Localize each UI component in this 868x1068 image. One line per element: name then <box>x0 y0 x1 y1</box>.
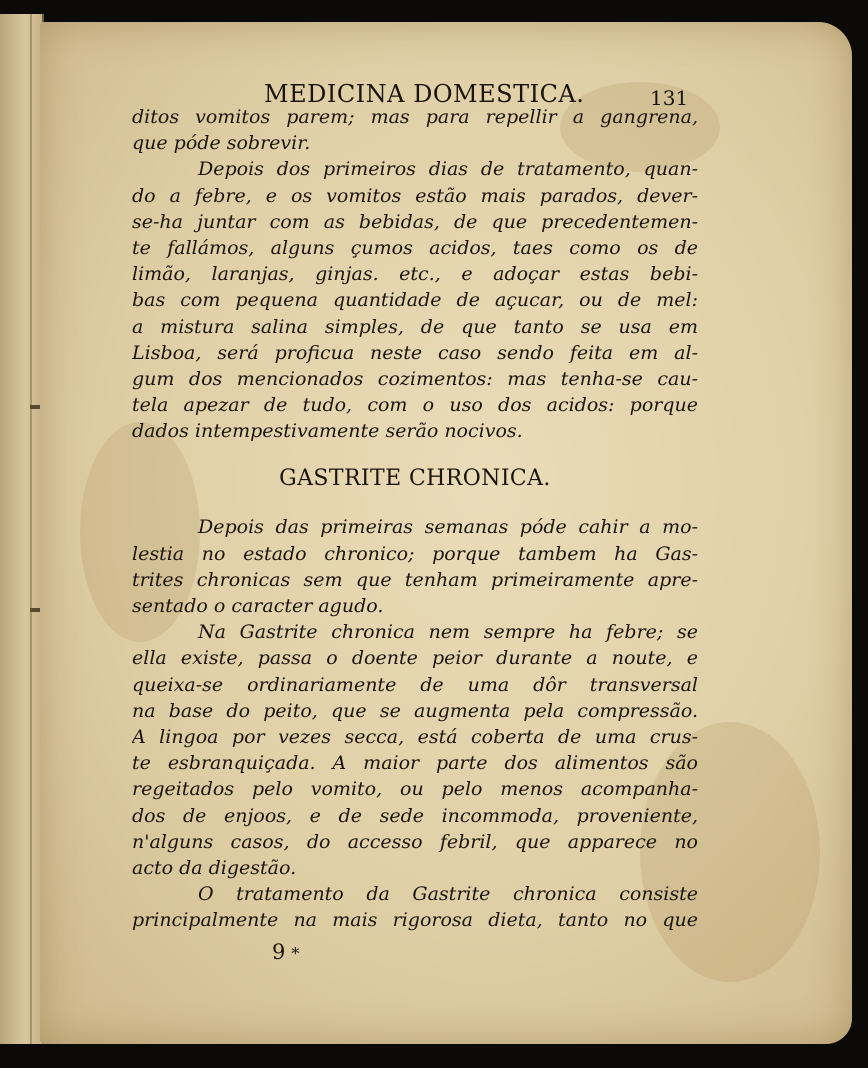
text-line: ditos vomitos parem; mas para repellir a gangrena, <box>132 106 698 128</box>
signature-number: 9 <box>272 940 286 964</box>
text-line: te fallámos, alguns çumos acidos, taes como os de <box>132 236 698 259</box>
text-line: limão, laranjas, ginjas. etc., e adoçar estas bebi- <box>132 263 698 286</box>
text-line: O tratamento da Gastrite chronica consiste <box>198 883 698 906</box>
page-body <box>132 104 698 933</box>
text-line: a mistura salina simples, de que tanto se usa em <box>132 315 698 338</box>
text-line: lestia no estado chronico; porque tambem ha Gas- <box>132 542 698 565</box>
paragraph-4 <box>132 619 698 881</box>
running-head-title: MEDICINA DOMESTICA. <box>264 80 585 108</box>
paragraph-5 <box>132 881 698 933</box>
text-line: dos de enjoos, e de sede incommoda, proveniente, <box>132 804 698 827</box>
page-fold-line <box>30 14 32 1044</box>
left-page-edge <box>0 14 44 1044</box>
text-line: Depois das primeiras semanas póde cahir a mo- <box>198 516 698 539</box>
text-line: Lisboa, será proficua neste caso sendo feita em al- <box>132 341 698 364</box>
signature-mark <box>272 940 299 964</box>
text-line: que póde sobrevir. <box>132 132 311 155</box>
text-line: tela apezar de tudo, com o uso dos acidos: porque <box>132 394 698 417</box>
text-line: queixa-se ordinariamente de uma dôr transversal <box>132 673 698 696</box>
section-heading: GASTRITE CHRONICA. <box>279 466 551 492</box>
text-line: ella existe, passa o doente peior durante a noute, e <box>132 647 698 670</box>
text-line: regeitados pelo vomito, ou pelo menos acompanha- <box>132 778 698 801</box>
text-line: Depois dos primeiros dias de tratamento, quan- <box>198 158 698 181</box>
paragraph-3 <box>132 514 698 619</box>
text-line: gum dos mencionados cozimentos: mas tenha-se cau- <box>132 367 698 390</box>
text-line: principalmente na mais rigorosa dieta, tanto no que <box>132 909 698 932</box>
text-line: se-ha juntar com as bebidas, de que precedentemen- <box>132 210 698 233</box>
text-line: n'alguns casos, do accesso febril, que apparece no <box>132 830 698 853</box>
text-line: Na Gastrite chronica nem sempre ha febre; se <box>198 621 698 644</box>
text-line: bas com pequena quantidade de açucar, ou de mel: <box>132 289 698 312</box>
text-line: te esbranquiçada. A maior parte dos alimentos são <box>132 752 698 775</box>
text-line: A lingoa por vezes secca, está coberta de uma crus- <box>132 725 698 748</box>
page-number: 131 <box>650 86 689 110</box>
star-icon: * <box>291 944 300 963</box>
paragraph-2 <box>132 156 698 444</box>
paragraph-1 <box>132 104 698 156</box>
text-line: do a febre, e os vomitos estão mais parados, dever- <box>132 184 698 207</box>
text-line: acto da digestão. <box>132 856 297 879</box>
text-line: trites chronicas sem que tenham primeiramente apre- <box>132 568 698 591</box>
text-line: na base do peito, que se augmenta pela compressão. <box>132 699 698 722</box>
text-line: sentado o caracter agudo. <box>132 595 384 617</box>
text-line: dados intempestivamente serão nocivos. <box>132 420 523 443</box>
